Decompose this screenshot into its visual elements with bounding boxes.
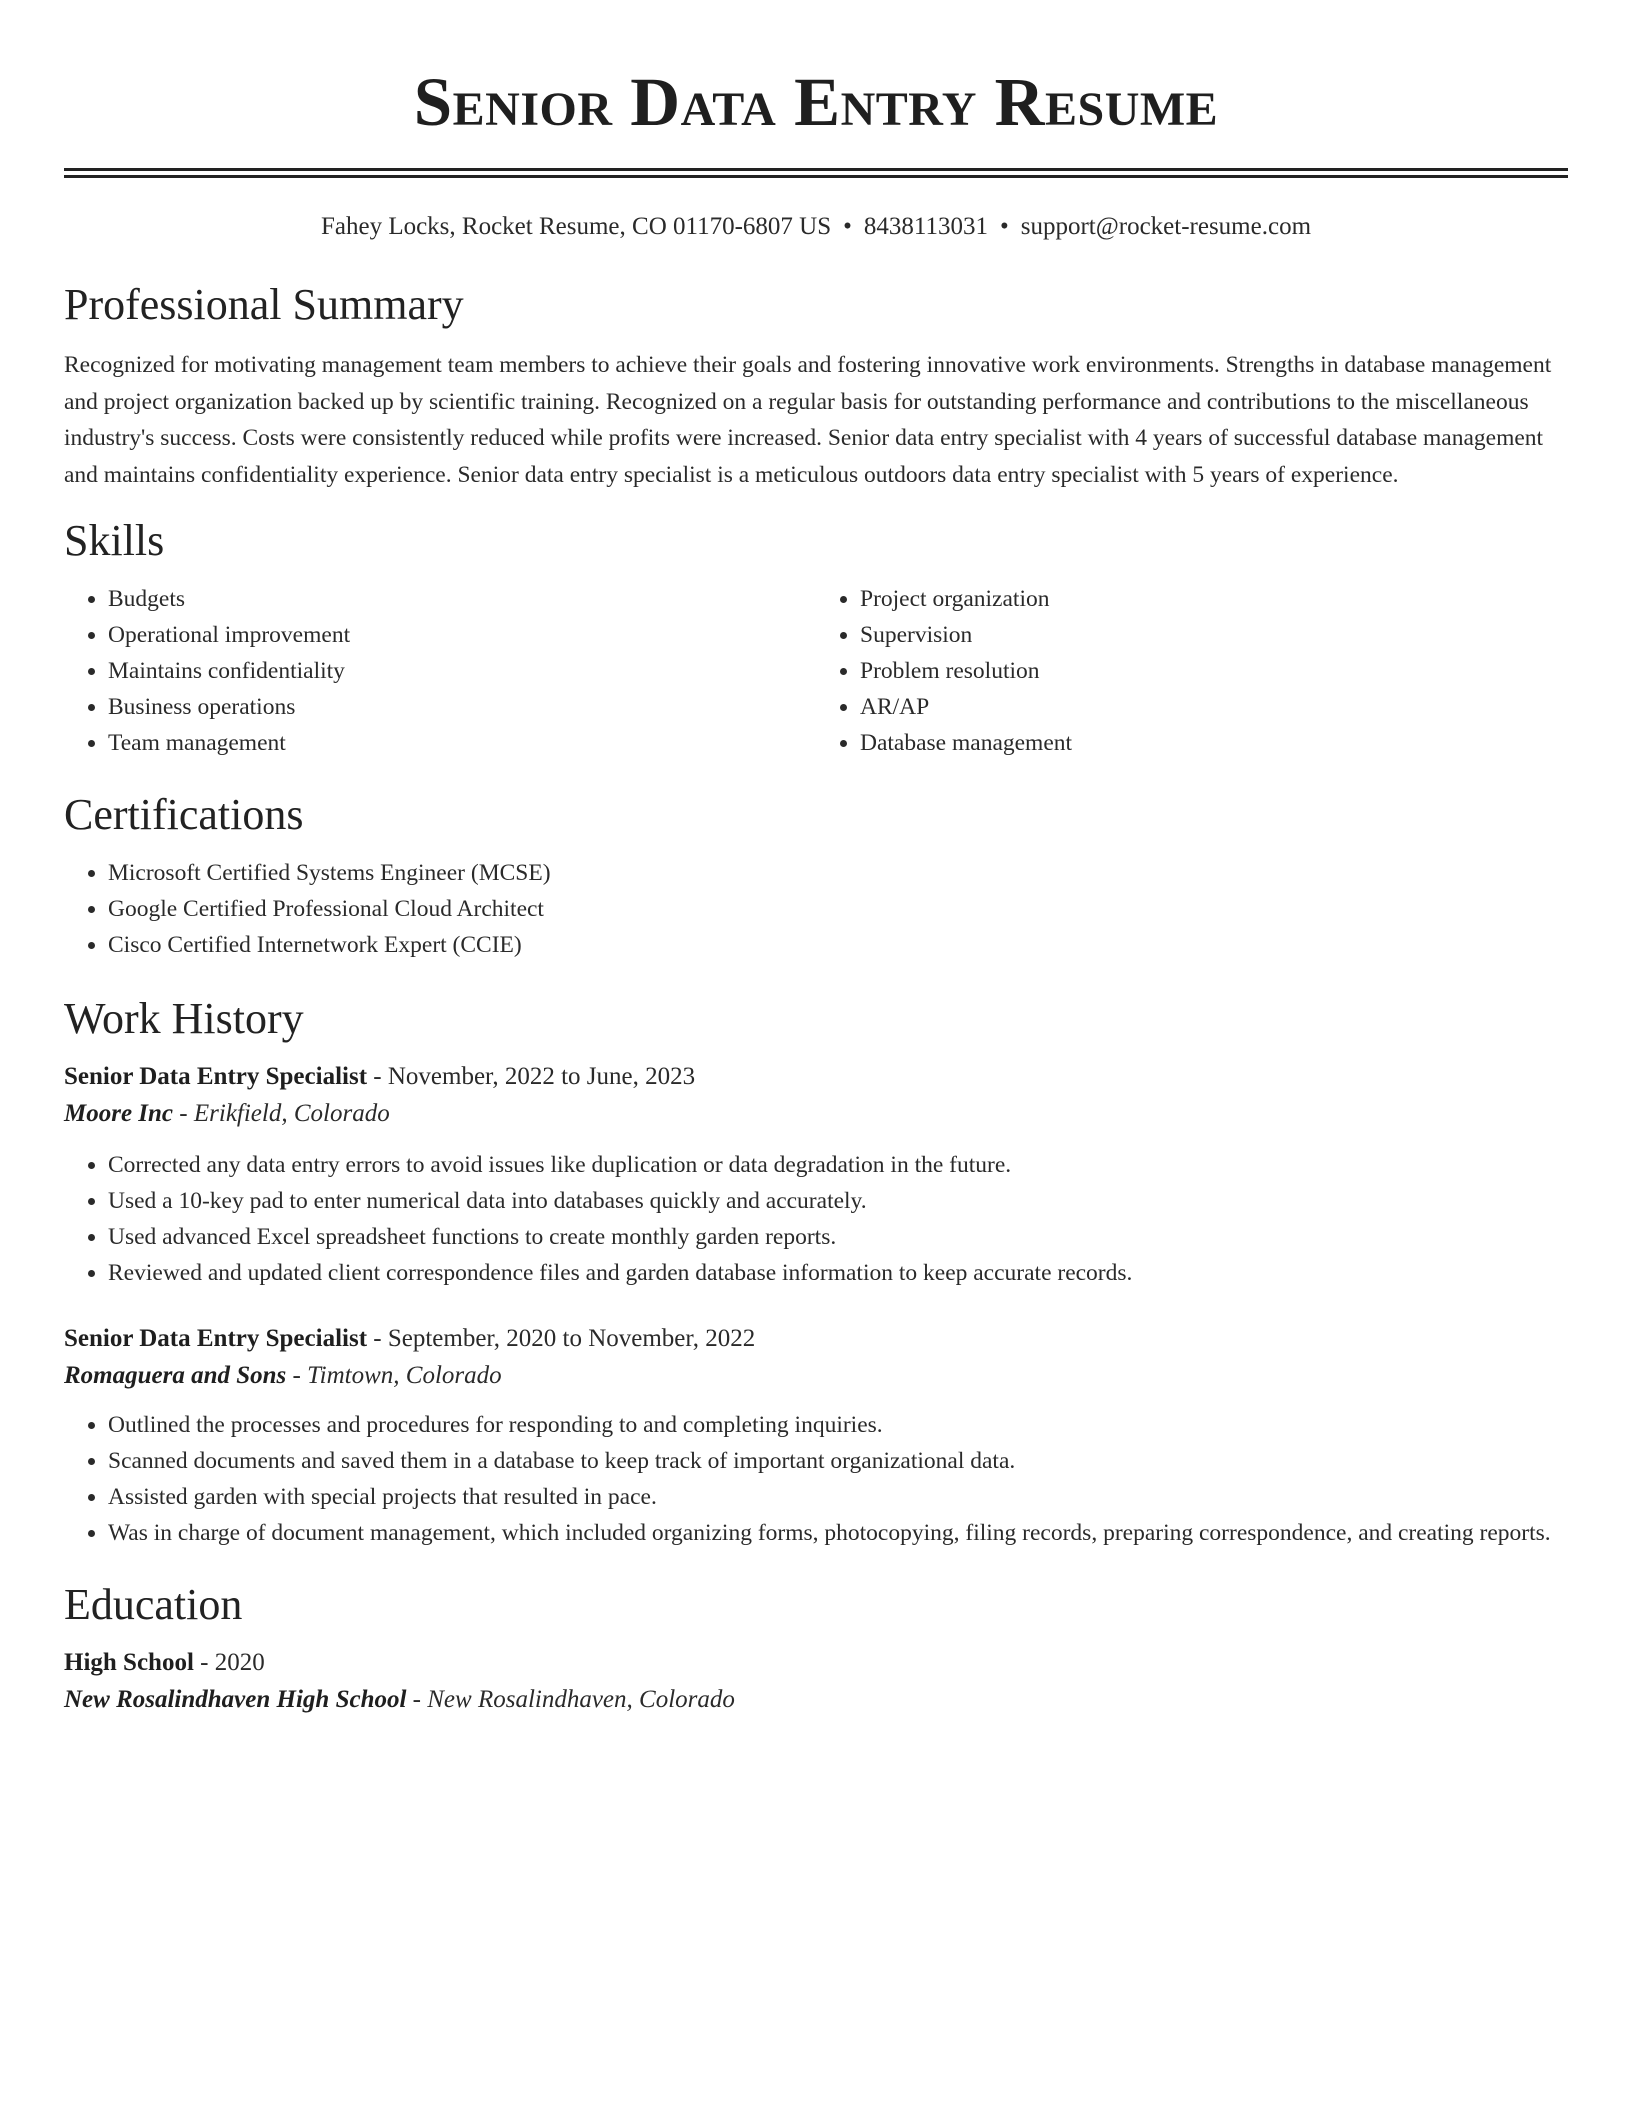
- education-entry: [64, 1645, 1568, 1719]
- job-duty-item: • Reviewed and updated client correspondence files and garden database information to keep accurate records.: [108, 1255, 1568, 1291]
- education-separator: -: [193, 1649, 215, 1676]
- certifications-list: [64, 855, 1568, 963]
- contact-line: [64, 211, 1568, 243]
- skills-column-left: [64, 581, 816, 761]
- job-separator: -: [367, 1325, 388, 1352]
- certification-item: • Microsoft Certified Systems Engineer (MCSE): [108, 855, 1568, 891]
- job-dates: September, 2020 to November, 2022: [387, 1325, 756, 1352]
- education-school-line: [64, 1681, 1568, 1719]
- certification-item: • Cisco Certified Internetwork Expert (CCIE): [108, 927, 1568, 963]
- job-company: Moore Inc: [64, 1100, 174, 1127]
- job-duty-item: • Was in charge of document management, which included organizing forms, photocopying, filing records, preparing correspondence, and creating reports.: [108, 1515, 1568, 1551]
- contact-address: Fahey Locks, Rocket Resume, CO 01170-6807 US: [320, 213, 832, 240]
- skill-item: • Operational improvement: [108, 617, 816, 653]
- skill-item: • Supervision: [860, 617, 1568, 653]
- job-company: Romaguera and Sons: [64, 1362, 287, 1389]
- education-heading: Education: [64, 1580, 243, 1629]
- skill-item: • Problem resolution: [860, 653, 1568, 689]
- education-location: New Rosalindhaven, Colorado: [427, 1686, 735, 1713]
- summary-heading: Professional Summary: [64, 280, 464, 329]
- skill-item: • Database management: [860, 725, 1568, 761]
- skill-item: • Business operations: [108, 689, 816, 725]
- job-location: Erikfield, Colorado: [193, 1100, 390, 1127]
- skill-item: • Project organization: [860, 581, 1568, 617]
- education-year: 2020: [214, 1649, 265, 1676]
- skill-item: • Team management: [108, 725, 816, 761]
- resume-title: Senior Data Entry Resume: [413, 64, 1219, 140]
- job-duty-item: • Assisted garden with special projects that resulted in pace.: [108, 1479, 1568, 1515]
- job-duty-item: • Used advanced Excel spreadsheet functions to create monthly garden reports.: [108, 1219, 1568, 1255]
- skill-item: • AR/AP: [860, 689, 1568, 725]
- summary-text: Recognized for motivating management team members to achieve their goals and fostering innovative work environments. Strengths in database management and project organization backed up by scientific training. Recognized on a regular basis for outstanding performance and contributions to the miscellaneous industry's success. Costs were consistently reduced while profits were increased. Senior data entry specialist with 4 years of successful database management and maintains confidentiality experience. Senior data entry specialist is a meticulous outdoors data entry specialist with 5 years of experience.: [64, 352, 1552, 488]
- job-duty-item: • Corrected any data entry errors to avoid issues like duplication or data degradation in the future.: [108, 1147, 1568, 1183]
- title-divider: [64, 168, 1568, 171]
- skill-item: • Budgets: [108, 581, 816, 617]
- job-duties: [64, 1147, 1568, 1291]
- job-title: Senior Data Entry Specialist: [64, 1325, 368, 1352]
- skills-column-right: [816, 581, 1568, 761]
- job-separator: -: [367, 1063, 388, 1090]
- job-header: [64, 1059, 1568, 1095]
- job-separator: -: [286, 1362, 308, 1389]
- contact-email: support@rocket-resume.com: [1020, 213, 1312, 240]
- job-entry: [64, 1059, 1568, 1291]
- job-duties: [64, 1407, 1568, 1551]
- job-entry: [64, 1321, 1568, 1551]
- contact-separator: •: [843, 213, 852, 240]
- job-header: [64, 1321, 1568, 1357]
- job-separator: -: [173, 1100, 194, 1127]
- skills-list: [64, 581, 1568, 761]
- job-duty-item: • Used a 10-key pad to enter numerical data into databases quickly and accurately.: [108, 1183, 1568, 1219]
- education-school: New Rosalindhaven High School: [64, 1686, 407, 1713]
- skills-heading: Skills: [64, 516, 165, 565]
- certification-item: • Google Certified Professional Cloud Architect: [108, 891, 1568, 927]
- education-separator: -: [406, 1686, 428, 1713]
- job-dates: November, 2022 to June, 2023: [387, 1063, 696, 1090]
- certifications-heading: Certifications: [64, 790, 304, 839]
- job-location: Timtown, Colorado: [307, 1362, 502, 1389]
- job-employer: [64, 1357, 1568, 1395]
- education-degree: High School: [64, 1649, 194, 1676]
- job-duty-item: • Scanned documents and saved them in a database to keep track of important organizational data.: [108, 1443, 1568, 1479]
- contact-phone: 8438113031: [863, 213, 988, 240]
- job-title: Senior Data Entry Specialist: [64, 1063, 368, 1090]
- contact-separator: •: [999, 213, 1009, 240]
- job-duty-item: • Outlined the processes and procedures for responding to and completing inquiries.: [108, 1407, 1568, 1443]
- job-employer: [64, 1095, 1568, 1133]
- education-header: [64, 1645, 1568, 1681]
- work-history-heading: Work History: [64, 994, 304, 1043]
- skill-item: • Maintains confidentiality: [108, 653, 816, 689]
